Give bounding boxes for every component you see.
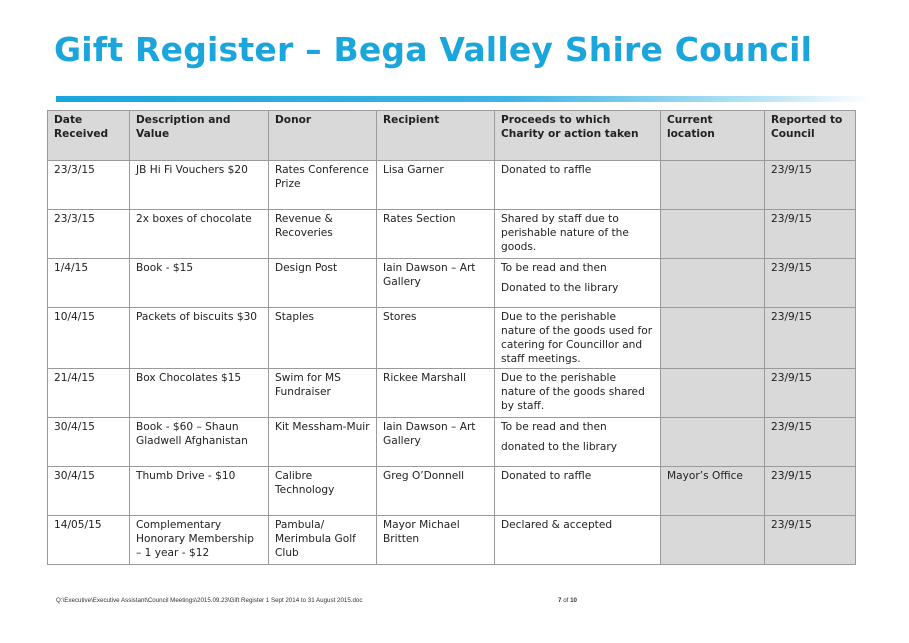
proceeds-line: To be read and then [501,421,607,433]
header-reported: Reported to Council [765,111,856,161]
cell-reported: 23/9/15 [765,210,856,259]
page-total: 10 [570,597,577,604]
table-header-row [48,111,856,161]
page-of: of [563,597,569,604]
cell-proceeds [495,418,661,467]
cell-description: Packets of biscuits $30 [130,308,269,369]
cell-donor: Revenue & Recoveries [269,210,377,259]
table-row [48,259,856,308]
cell-reported: 23/9/15 [765,161,856,210]
file-path: Q:\Executive\Executive Assistant\Council Meetings\2015.09.23\Gift Register 1 Sept 2014 to 31 August 2015.doc [56,597,363,604]
cell-proceeds [495,369,661,418]
cell-donor: Rates Conference Prize [269,161,377,210]
cell-date-received: 21/4/15 [48,369,130,418]
table-row [48,210,856,259]
cell-current-location [661,210,765,259]
cell-donor: Swim for MS Fundraiser [269,369,377,418]
cell-description: Book - $15 [130,259,269,308]
cell-date-received: 1/4/15 [48,259,130,308]
cell-proceeds [495,161,661,210]
cell-date-received: 23/3/15 [48,161,130,210]
cell-recipient: Iain Dawson – Art Gallery [377,259,495,308]
page-number [558,597,577,604]
cell-recipient: Rickee Marshall [377,369,495,418]
cell-reported: 23/9/15 [765,369,856,418]
header-date-received: Date Received [48,111,130,161]
proceeds-line: Shared by staff due to perishable nature of the goods. [501,213,629,253]
proceeds-line: To be read and then [501,262,607,274]
cell-date-received: 14/05/15 [48,516,130,565]
cell-current-location: Mayor’s Office [661,467,765,516]
cell-donor: Kit Messham-Muir [269,418,377,467]
proceeds-line: Donated to the library [501,282,619,294]
table-row [48,161,856,210]
cell-proceeds [495,210,661,259]
cell-recipient: Rates Section [377,210,495,259]
proceeds-line: Donated to raffle [501,164,592,176]
cell-description: Box Chocolates $15 [130,369,269,418]
cell-description: JB Hi Fi Vouchers $20 [130,161,269,210]
cell-proceeds [495,308,661,369]
cell-recipient: Greg O’Donnell [377,467,495,516]
cell-recipient: Lisa Garner [377,161,495,210]
cell-description: 2x boxes of chocolate [130,210,269,259]
cell-donor: Design Post [269,259,377,308]
proceeds-line: Due to the perishable nature of the goods shared by staff. [501,372,645,412]
cell-date-received: 23/3/15 [48,210,130,259]
gift-register-table [47,110,856,565]
header-current-location: Current location [661,111,765,161]
header-donor: Donor [269,111,377,161]
cell-current-location [661,369,765,418]
cell-current-location [661,516,765,565]
cell-current-location [661,308,765,369]
cell-proceeds [495,516,661,565]
table-row [48,516,856,565]
table-row [48,418,856,467]
proceeds-line: Donated to raffle [501,470,592,482]
table-row [48,467,856,516]
cell-recipient: Iain Dawson – Art Gallery [377,418,495,467]
cell-donor: Staples [269,308,377,369]
cell-description: Complementary Honorary Membership – 1 year - $12 [130,516,269,565]
cell-reported: 23/9/15 [765,467,856,516]
cell-description: Book - $60 – Shaun Gladwell Afghanistan [130,418,269,467]
header-description: Description and Value [130,111,269,161]
header-recipient: Recipient [377,111,495,161]
page-title: Gift Register – Bega Valley Shire Council [54,30,813,69]
table-row [48,369,856,418]
cell-reported: 23/9/15 [765,308,856,369]
page-current: 7 [558,597,562,604]
cell-proceeds [495,467,661,516]
cell-reported: 23/9/15 [765,418,856,467]
cell-proceeds [495,259,661,308]
cell-description: Thumb Drive - $10 [130,467,269,516]
cell-recipient: Mayor Michael Britten [377,516,495,565]
cell-donor: Calibre Technology [269,467,377,516]
table-row [48,308,856,369]
title-underline [56,96,870,102]
header-proceeds: Proceeds to which Charity or action taken [495,111,661,161]
cell-current-location [661,161,765,210]
cell-current-location [661,259,765,308]
cell-date-received: 30/4/15 [48,467,130,516]
cell-recipient: Stores [377,308,495,369]
cell-date-received: 30/4/15 [48,418,130,467]
proceeds-line: Due to the perishable nature of the goods used for catering for Councillor and staff meetings. [501,311,653,365]
cell-reported: 23/9/15 [765,259,856,308]
cell-current-location [661,418,765,467]
cell-reported: 23/9/15 [765,516,856,565]
cell-date-received: 10/4/15 [48,308,130,369]
proceeds-line: donated to the library [501,441,618,453]
proceeds-line: Declared & accepted [501,519,613,531]
cell-donor: Pambula/ Merimbula Golf Club [269,516,377,565]
